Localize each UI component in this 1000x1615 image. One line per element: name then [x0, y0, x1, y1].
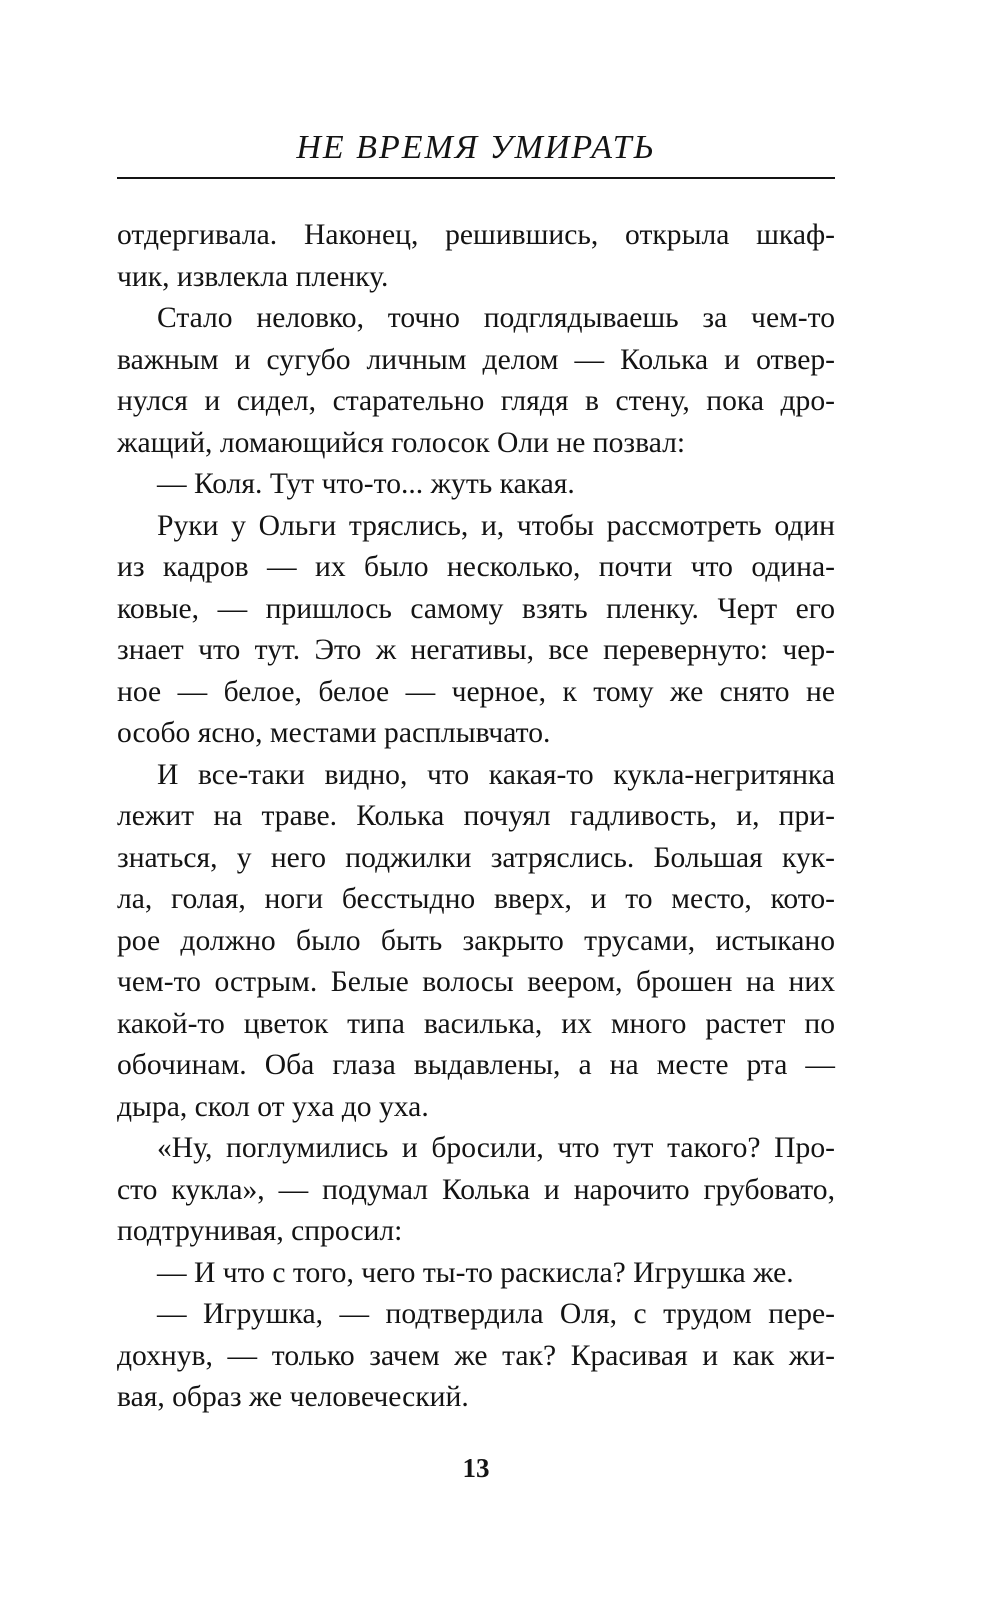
- text-line: знаться, у него поджилки затряслись. Большая кук-: [117, 841, 835, 874]
- text-line: сто кукла», — подумал Колька и нарочито грубовато,: [117, 1173, 835, 1206]
- text-line: Стало неловко, точно подглядываешь за чем-то: [157, 302, 835, 334]
- text-line: рое должно было быть закрыто трусами, истыкано: [117, 924, 835, 957]
- header-rule: [117, 177, 835, 179]
- text-line: — Коля. Тут что-то... жуть какая.: [157, 468, 575, 500]
- text-line: вая, образ же человеческий.: [117, 1381, 469, 1413]
- text-line: отдергивала. Наконец, решившись, открыла шкаф-: [117, 219, 835, 251]
- text-line: жащий, ломающийся голосок Оли не позвал:: [117, 426, 686, 459]
- text-line: обочинам. Оба глаза выдавлены, а на месте рта —: [117, 1049, 835, 1081]
- text-line: какой-то цветок типа василька, их много растет по: [117, 1007, 835, 1040]
- text-line: дыра, скол от уха до уха.: [117, 1090, 429, 1123]
- text-line: — Игрушка, — подтвердила Оля, с трудом пере-: [157, 1298, 835, 1330]
- text-line: ное — белое, белое — черное, к тому же снято не: [117, 675, 835, 708]
- text-line: чик, извлекла пленку.: [117, 260, 389, 293]
- text-line: «Ну, поглумились и бросили, что тут такого? Про-: [157, 1132, 835, 1164]
- text-line: нулся и сидел, старательно глядя в стену, пока дро-: [117, 385, 835, 417]
- text-line: из кадров — их было несколько, почти что одина-: [117, 551, 835, 583]
- text-line: чем-то острым. Белые волосы веером, брошен на них: [117, 966, 835, 998]
- text-line: важным и сугубо личным делом — Колька и отвер-: [117, 343, 835, 376]
- text-line: Руки у Ольги тряслись, и, чтобы рассмотреть один: [157, 509, 835, 542]
- body-text: [117, 215, 835, 1419]
- text-line: И все-таки видно, что какая-то кукла-негритянка: [157, 758, 835, 791]
- text-line: ла, голая, ноги бесстыдно вверх, и то место, кото-: [117, 883, 835, 915]
- page-number: 13: [462, 1453, 490, 1483]
- text-line: лежит на траве. Колька почуял гадливость, и, при-: [117, 800, 835, 832]
- running-head: НЕ ВРЕМЯ УМИРАТЬ: [296, 129, 656, 166]
- text-line: знает что тут. Это ж негативы, все перевернуто: чер-: [117, 634, 835, 666]
- text-line: особо ясно, местами расплывчато.: [117, 717, 551, 749]
- text-line: подтрунивая, спросил:: [117, 1215, 403, 1247]
- text-line: дохнув, — только зачем же так? Красивая и как жи-: [117, 1339, 835, 1372]
- text-line: — И что с того, чего ты-то раскисла? Игрушка же.: [157, 1256, 794, 1289]
- text-line: ковые, — пришлось самому взять пленку. Черт его: [117, 592, 835, 625]
